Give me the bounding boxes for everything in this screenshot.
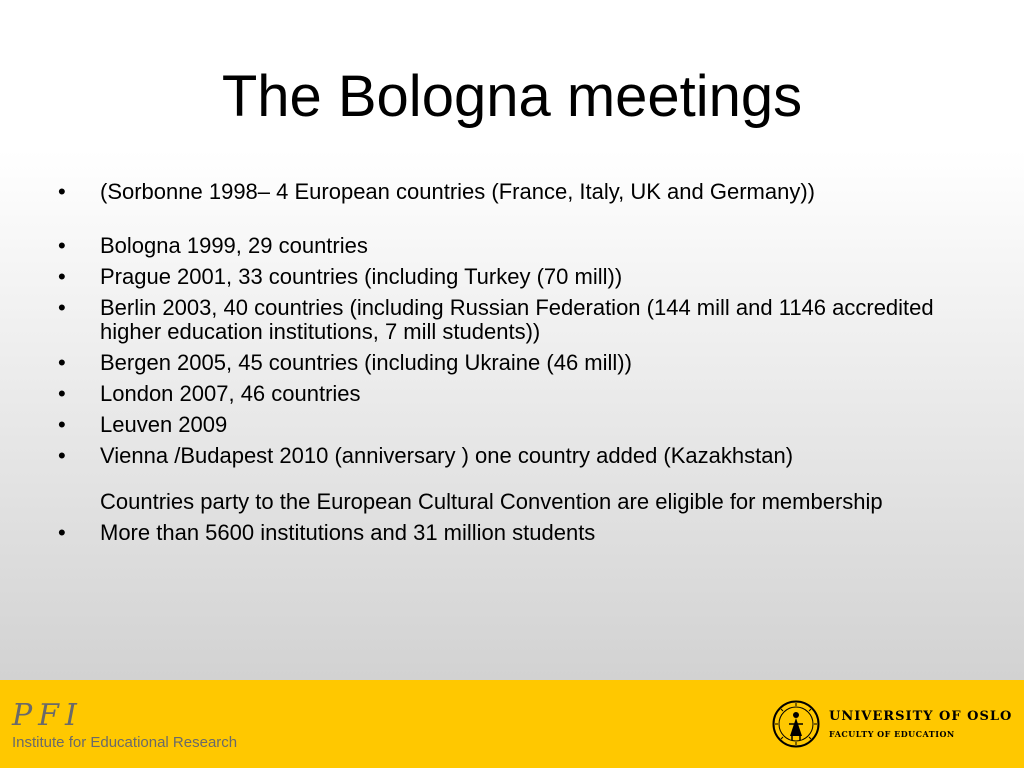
bullet-icon: •: [58, 179, 66, 204]
university-name: UNIVERSITY OF OSLO: [829, 709, 1013, 724]
bullet-text: London 2007, 46 countries: [100, 381, 361, 406]
list-item: [58, 180, 978, 204]
list-item: [58, 413, 978, 437]
list-item: [58, 351, 978, 375]
list-item: [58, 296, 978, 344]
bullet-icon: •: [58, 412, 66, 437]
pfi-institute-name: Institute for Educational Research: [12, 734, 238, 751]
bullet-text: Vienna /Budapest 2010 (anniversary ) one country added (Kazakhstan): [100, 443, 794, 468]
bullet-text: Bergen 2005, 45 countries (including Ukraine (46 mill)): [100, 350, 632, 375]
bullet-text: Berlin 2003, 40 countries (including Russian Federation (144 mill and 1146 accredited higher education institutions, 7 mill students)): [100, 295, 934, 344]
list-item: [58, 234, 978, 258]
bullet-list: [58, 180, 978, 552]
bullet-icon: •: [58, 443, 66, 468]
bullet-icon: •: [58, 264, 66, 289]
bullet-icon: •: [58, 350, 66, 375]
faculty-name: FACULTY OF EDUCATION: [829, 729, 955, 739]
bullet-icon: •: [58, 381, 66, 406]
bullet-icon: •: [58, 233, 66, 258]
list-item: [58, 444, 978, 468]
list-item: [58, 265, 978, 289]
bullet-text: Prague 2001, 33 countries (including Turkey (70 mill)): [100, 264, 623, 289]
footer-bar: [0, 680, 1024, 768]
note-paragraph: [58, 490, 978, 514]
list-item: [58, 521, 978, 545]
note-text: Countries party to the European Cultural Convention are eligible for membership: [100, 489, 883, 514]
bullet-icon: •: [58, 520, 66, 545]
bullet-text: Bologna 1999, 29 countries: [100, 233, 368, 258]
bullet-icon: •: [58, 295, 66, 320]
bullet-text: Leuven 2009: [100, 412, 228, 437]
slide-title: The Bologna meetings: [221, 64, 803, 129]
bullet-text: (Sorbonne 1998– 4 European countries (France, Italy, UK and Germany)): [100, 179, 815, 204]
pfi-logo: PFI: [12, 698, 83, 733]
list-item: [58, 382, 978, 406]
university-seal-icon: [772, 700, 820, 748]
bullet-text: More than 5600 institutions and 31 million students: [100, 520, 596, 545]
